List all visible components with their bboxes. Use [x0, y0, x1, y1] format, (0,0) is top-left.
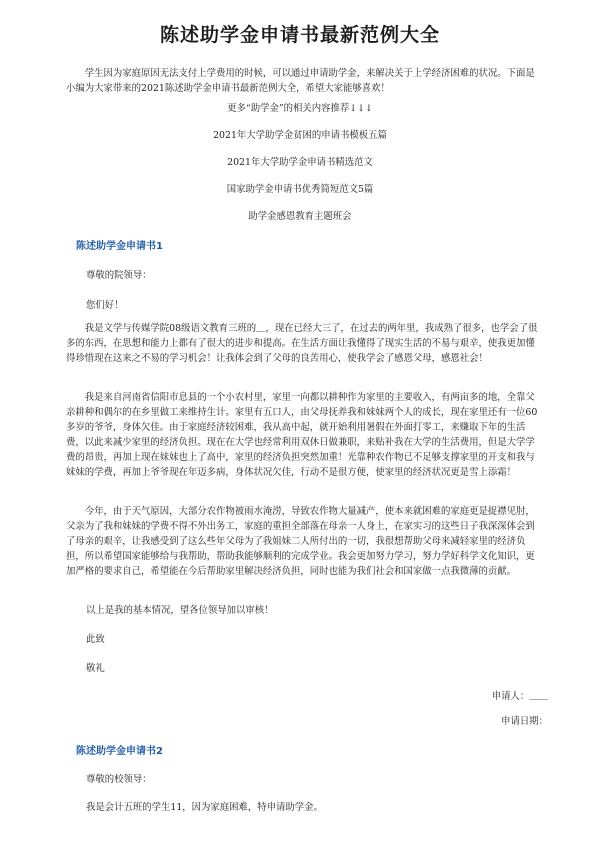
page-title: 陈述助学金申请书最新范例大全 [159, 24, 440, 46]
letter1-closing-2: 敬礼 [86, 663, 105, 674]
letter1-paragraph-2: 我是来自河南省信阳市息县的一个小农村里，家里一向都以耕种作为家里的主要收入，有两亩多的地，全靠父亲耕种和偶尔的在乡里做工来维持生计。家里有五口人，由父母抚养我和妹妹两个人的成长，现在家里还有一位60多岁的爷爷，身体欠佳。由于家庭经济较困难，我从高中起，就开始利用暑假在外面打零工，来赚取下年的生活费，以此来减少家里的经济负担。现在在大学也经常利用双休日做兼职，来贴补我在大学的生活费用，但是大学学费的昂贵，再加上现在妹妹也上了高中，家里的经济负担突然加重！光靠种农作物已不足够支撑家里的开支和我与妹妹的学费，再加上爷爷现在年迈多病，身体状况欠佳，行动不是很方便，使家里的经济状况更是雪上添霜！ [66, 392, 538, 478]
related-link-item[interactable] [0, 208, 600, 235]
related-link-item[interactable] [0, 127, 600, 154]
related-links-label: 更多“助学金”的相关内容推荐↓↓↓ [227, 103, 373, 114]
letter1-applicant: 申请人：＿＿ [491, 691, 548, 702]
intro-paragraph: 学生因为家庭原因无法支付上学费用的时候，可以通过申请助学金，来解决关于上学经济困难的状况。下面是小编为大家带来的2021陈述助学金申请书最新范例大全，希望大家能够喜欢！ [66, 68, 535, 94]
letter1-greeting: 您们好！ [86, 300, 124, 311]
related-links-header [0, 100, 600, 127]
letter1-salutation: 尊敬的院领导： [86, 270, 152, 281]
letter2-paragraph-1: 我是会计五班的学生11，因为家庭困难，特申请助学金。 [86, 802, 323, 813]
related-links-list [0, 100, 600, 235]
letter1-paragraph-4: 以上是我的基本情况，望各位领导加以审核！ [86, 605, 274, 616]
related-link-item[interactable] [0, 181, 600, 208]
letter1-closing-1: 此致 [86, 634, 105, 645]
related-link-item[interactable] [0, 154, 600, 181]
letter2-salutation: 尊敬的校领导： [86, 774, 152, 785]
related-link-1[interactable]: 2021年大学助学金贫困的申请书模板五篇 [213, 130, 387, 141]
letter1-paragraph-3: 今年，由于天气原因，大部分农作物被雨水淹涝，导致农作物大量减产，使本来就困难的家庭更是捉襟见肘，父亲为了我和妹妹的学费不得不外出务工，家庭的重担全部落在母亲一人身上，在家实习的这些日子我深深体会到了母亲的艰辛，让我感受到了这么些年父母为了我姐妹二人所付出的一切，我很想帮助父母来减轻家里的经济负担，所以希望国家能够给与我帮助，帮助我能够顺利的完成学业。我会更加努力学习，努力学好科学文化知识，更加严格的要求自己，希望能在今后帮助家里解决经济负担，同时也能为我们社会和国家做一点我微薄的贡献。 [66, 506, 535, 577]
letter1-date: 申请日期： [501, 716, 548, 727]
letter1-heading: 陈述助学金申请书1 [76, 241, 163, 252]
letter1-paragraph-1: 我是文学与传媒学院08级语文教育三班的＿，现在已经大三了，在过去的两年里，我成熟了很多，也学会了很多的东西，在思想和能力上都有了很大的进步和提高。在生活方面让我懂得了现实生活的不易与艰辛，使我更加懂得珍惜现在这来之不易的学习机会！让我体会到了父母的良苦用心，使我学会了感恩父母，感恩社会！ [66, 323, 538, 364]
related-link-4[interactable]: 助学金感恩教育主题班会 [248, 211, 352, 222]
related-link-3[interactable]: 国家助学金申请书优秀简短范文5篇 [226, 184, 374, 195]
related-link-2[interactable]: 2021年大学助学金申请书精选范文 [227, 157, 373, 168]
letter2-heading: 陈述助学金申请书2 [76, 746, 163, 757]
